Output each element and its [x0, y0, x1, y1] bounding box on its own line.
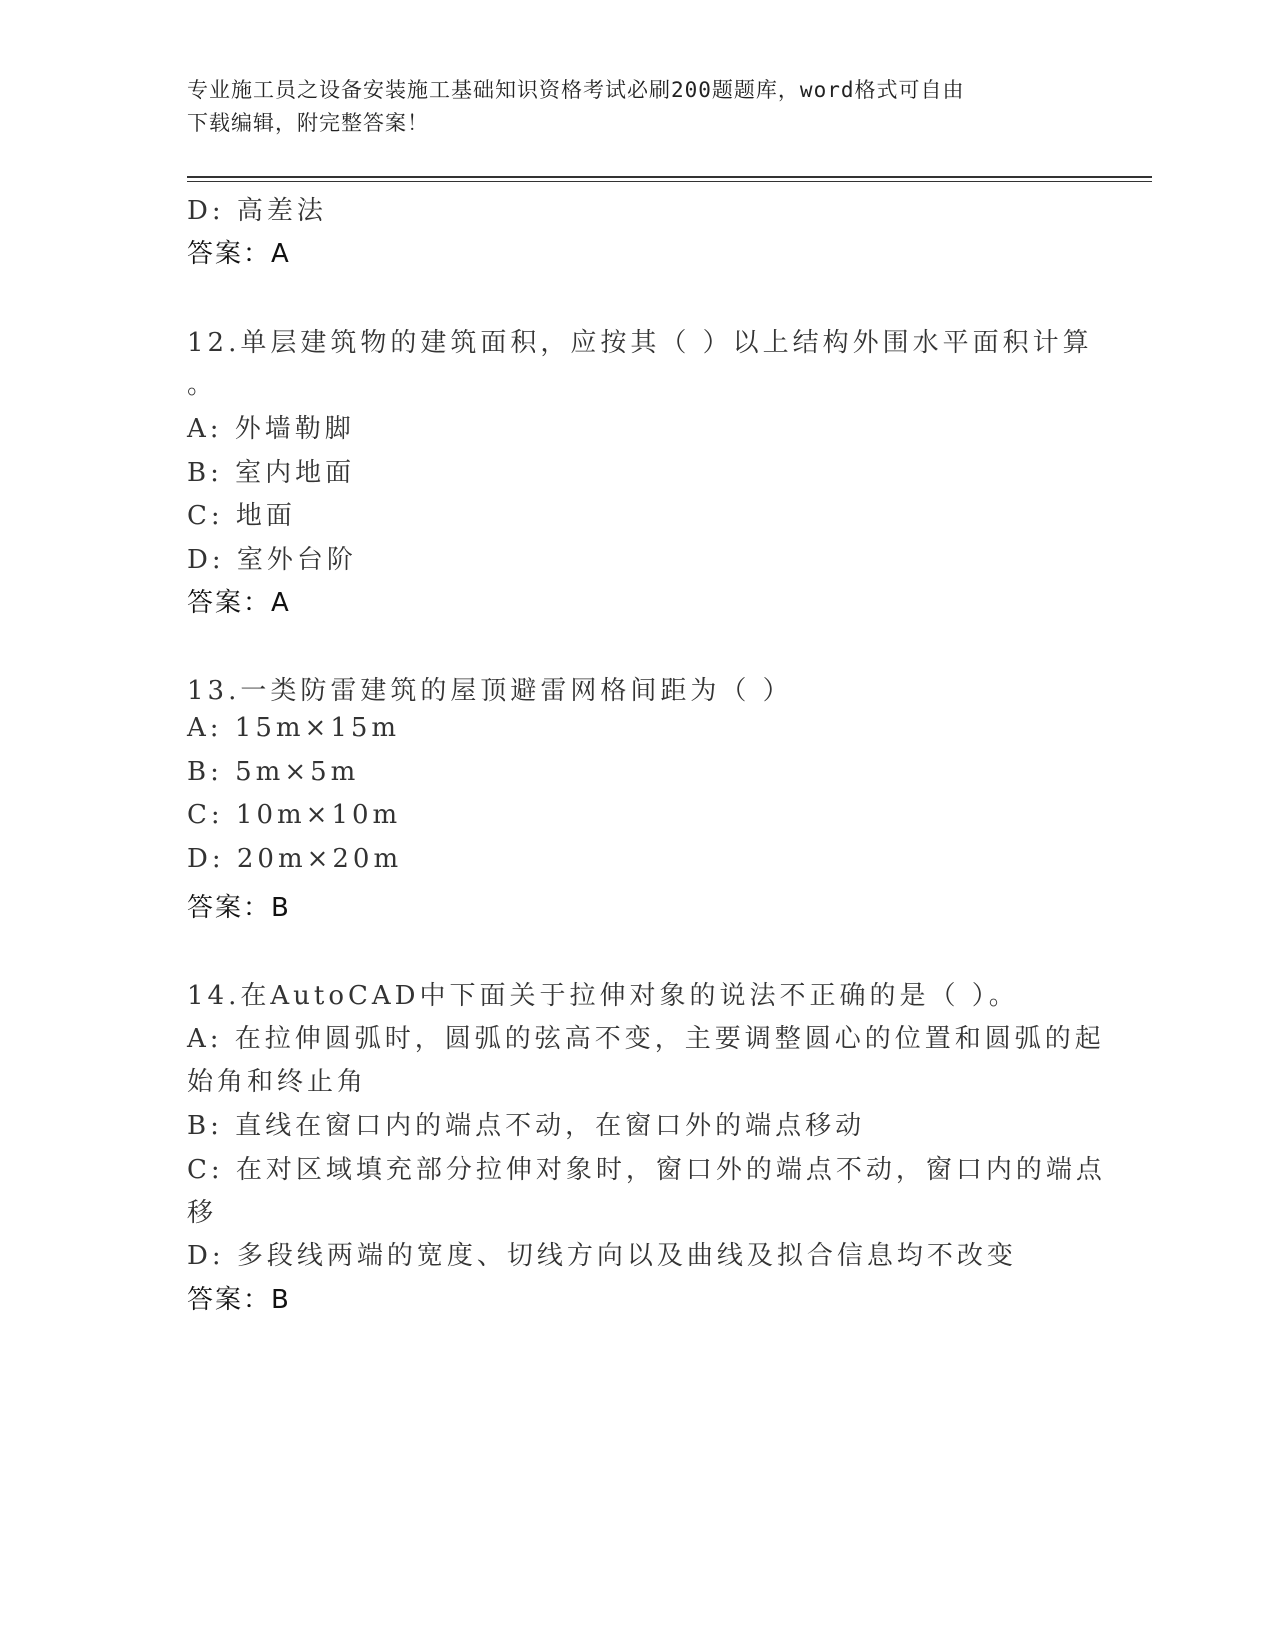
- prev-option-d: D: 高差法: [187, 196, 327, 226]
- q12-option-c: C: 地面: [187, 501, 296, 531]
- q13-option-c: C: 10m×10m: [187, 800, 402, 830]
- q14-option-c-line-1: C: 在对区域填充部分拉伸对象时，窗口外的端点不动，窗口内的端点: [187, 1155, 1106, 1185]
- q13-option-d: D: 20m×20m: [187, 844, 403, 874]
- q12-answer: 答案：A: [187, 588, 291, 618]
- q14-stem: 14.在AutoCAD中下面关于拉伸对象的说法不正确的是（ ）。: [187, 981, 1019, 1011]
- header-title-line-2: 下载编辑，附完整答案！: [187, 111, 429, 135]
- document-header: [187, 74, 1087, 140]
- q14-option-a-line-1: A: 在拉伸圆弧时，圆弧的弦高不变，主要调整圆心的位置和圆弧的起: [187, 1024, 1105, 1054]
- q12-stem-line-1: 12.单层建筑物的建筑面积，应按其（ ）以上结构外围水平面积计算: [187, 328, 1093, 358]
- prev-answer: 答案：A: [187, 239, 291, 269]
- q13-answer: 答案：B: [187, 893, 291, 923]
- q12-stem-line-2: 。: [187, 370, 218, 400]
- header-divider-thin: [187, 181, 1152, 182]
- q12-option-b: B: 室内地面: [187, 458, 356, 488]
- q14-option-d: D: 多段线两端的宽度、切线方向以及曲线及拟合信息均不改变: [187, 1241, 1017, 1271]
- q14-option-b: B: 直线在窗口内的端点不动，在窗口外的端点移动: [187, 1111, 866, 1141]
- q12-option-d: D: 室外台阶: [187, 545, 357, 575]
- q14-option-a-line-2: 始角和终止角: [187, 1067, 368, 1097]
- q13-option-a: A: 15m×15m: [187, 713, 401, 743]
- header-divider-thick: [187, 176, 1152, 178]
- q14-option-c-line-2: 移: [187, 1198, 218, 1228]
- q12-option-a: A: 外墙勒脚: [187, 414, 355, 444]
- header-title-line-1: 专业施工员之设备安装施工基础知识资格考试必刷200题题库，word格式可自由: [187, 78, 965, 102]
- q13-option-b: B: 5m×5m: [187, 757, 360, 787]
- q14-answer: 答案：B: [187, 1285, 291, 1315]
- q13-stem: 13.一类防雷建筑的屋顶避雷网格间距为（ ）: [187, 676, 793, 706]
